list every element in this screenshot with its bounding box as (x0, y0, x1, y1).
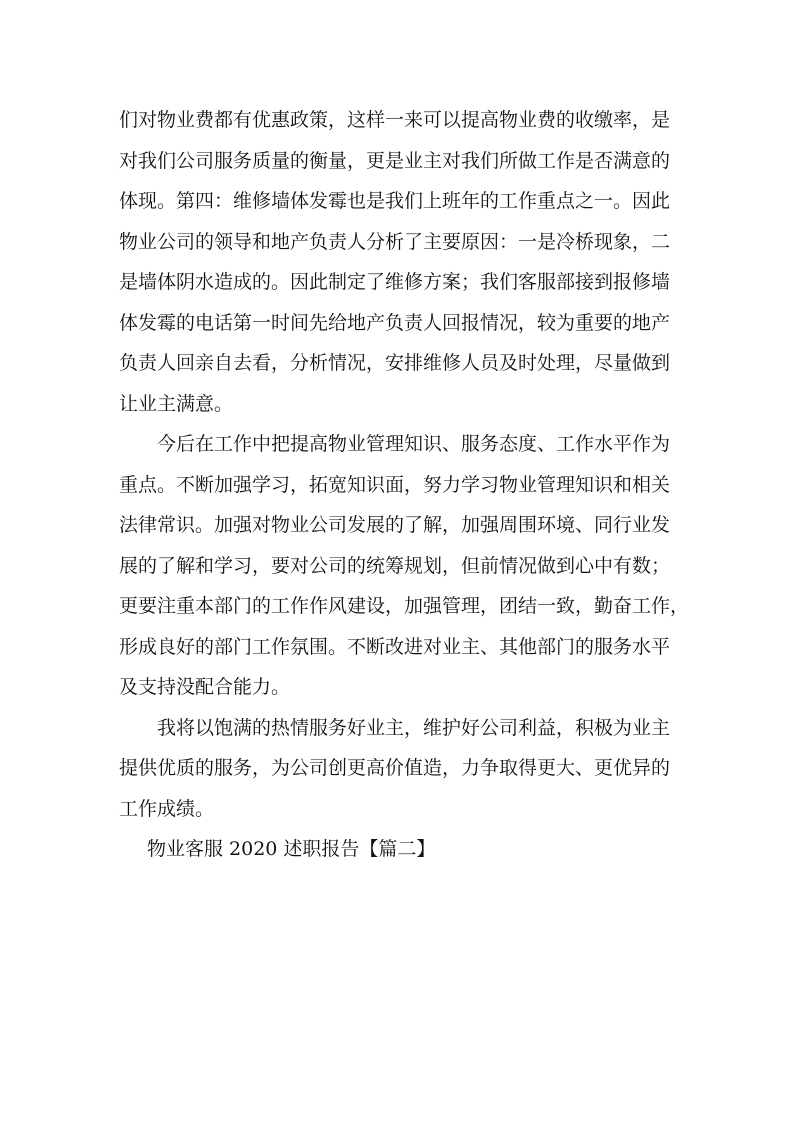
paragraph-1-line-6: 体发霉的电话第一时间先给地产负责人回报情况，较为重要的地产 (119, 311, 671, 334)
paragraph-2-line-6: 形成良好的部门工作氛围。不断改进对业主、其他部门的服务水平 (119, 635, 671, 658)
paragraph-3-line-1: 我将以饱满的热情服务好业主，维护好公司利益，积极为业主 (157, 716, 671, 739)
paragraph-3-line-2: 提供优质的服务，为公司创更高价值造，力争取得更大、更优异的 (119, 757, 671, 779)
paragraph-1-line-1: 们对物业费都有优惠政策，这样一来可以提高物业费的收缴率，是 (119, 109, 671, 131)
section-heading: 物业客服 2020 述职报告【篇二】 (147, 838, 436, 860)
paragraph-1-line-5: 是墙体阴水造成的。因此制定了维修方案；我们客服部接到报修墙 (119, 271, 671, 293)
paragraph-1-line-3: 体现。第四：维修墙体发霉也是我们上班年的工作重点之一。因此 (119, 190, 671, 212)
paragraph-2-line-5: 更要注重本部门的工作作风建设，加强管理，团结一致，勤奋工作， (119, 595, 690, 617)
paragraph-1-line-7: 负责人回亲自去看，分析情况，安排维修人员及时处理，尽量做到 (119, 352, 671, 374)
paragraph-2-line-7: 及支持没配合能力。 (119, 676, 291, 698)
paragraph-2-line-2: 重点。不断加强学习，拓宽知识面，努力学习物业管理知识和相关 (119, 473, 671, 496)
paragraph-1-line-4: 物业公司的领导和地产负责人分析了主要原因：一是冷桥现象，二 (119, 230, 671, 253)
paragraph-3-line-3: 工作成绩。 (119, 797, 215, 820)
paragraph-2-line-3: 法律常识。加强对物业公司发展的了解，加强周围环境、同行业发 (119, 514, 671, 536)
document-body (119, 100, 689, 870)
paragraph-1-line-8: 让业主满意。 (119, 392, 234, 415)
paragraph-2-line-1: 今后在工作中把提高物业管理知识、服务态度、工作水平作为 (157, 433, 671, 455)
paragraph-2-line-4: 展的了解和学习，要对公司的统筹规划，但前情况做到心中有数； (119, 554, 671, 577)
paragraph-1-line-2: 对我们公司服务质量的衡量，更是业主对我们所做工作是否满意的 (119, 149, 671, 172)
